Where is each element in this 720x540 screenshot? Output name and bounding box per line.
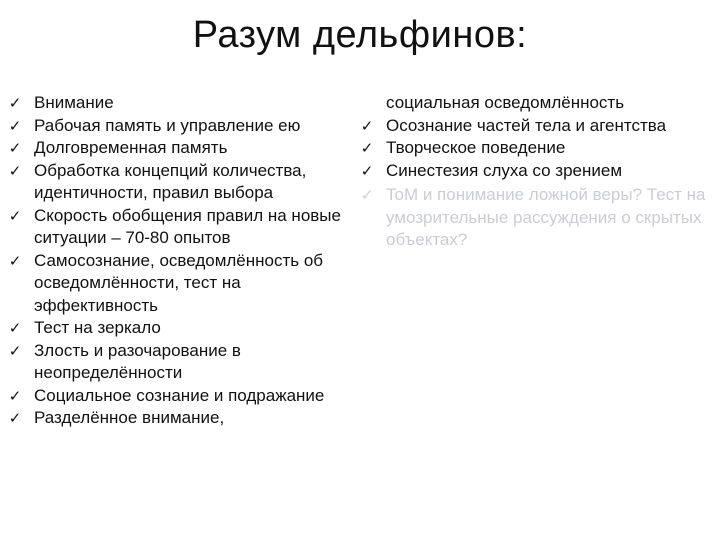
list-item-text: Разделённое внимание, — [34, 408, 225, 427]
list-item — [4, 407, 360, 430]
list-item-text: Рабочая память и управление ею — [34, 115, 301, 135]
list-item — [4, 137, 360, 160]
left-column — [4, 92, 360, 430]
list-item — [356, 115, 720, 138]
check-icon: ✓ — [360, 139, 374, 157]
list-item-text: социальная осведомлённость — [386, 93, 625, 112]
list-item-text: Тест на зеркало — [34, 318, 161, 337]
check-icon: ✓ — [8, 116, 22, 135]
list-item — [4, 115, 360, 138]
list-item — [4, 385, 360, 408]
list-item-text: Скорость обобщения правил на новые ситуации – 70-80 опытов — [34, 205, 341, 247]
list-item-text: Обработка концепций количества, идентичности, правил выбора — [34, 160, 307, 202]
check-icon: ✓ — [8, 161, 22, 180]
check-icon: ✓ — [360, 186, 374, 204]
list-item-text: Осознание частей тела и агентства — [386, 115, 667, 135]
check-icon: ✓ — [8, 139, 22, 157]
list-item-text: Творческое поведение — [386, 138, 566, 157]
slide-title: Разум дельфинов: — [192, 14, 528, 56]
list-item-text: Долговременная память — [34, 138, 228, 157]
list-item-text: Социальное сознание и подражание — [34, 385, 325, 405]
check-icon: ✓ — [8, 341, 22, 360]
list-item-text: ToM и понимание ложной веры? Тест на умозрительные рассуждения о скрытых объектах? — [386, 185, 706, 249]
list-item-text: Самосознание, осведомлённость об осведомлённости, тест на эффективность — [34, 250, 324, 315]
list-item-faded — [356, 184, 720, 252]
list-item-text: Злость и разочарование в неопределённости — [34, 340, 241, 382]
check-icon: ✓ — [8, 94, 22, 112]
list-item — [356, 137, 720, 160]
check-icon: ✓ — [360, 116, 374, 135]
check-icon: ✓ — [8, 386, 22, 405]
check-icon: ✓ — [8, 409, 22, 427]
check-icon: ✓ — [360, 161, 374, 180]
list-item — [4, 205, 360, 250]
list-item — [4, 340, 360, 385]
right-column — [356, 92, 720, 252]
list-item — [4, 250, 360, 318]
list-item — [4, 317, 360, 340]
check-icon: ✓ — [8, 251, 22, 270]
list-item — [4, 160, 360, 205]
list-item-continuation — [356, 92, 720, 115]
check-icon: ✓ — [8, 319, 22, 337]
list-item-text: Синестезия слуха со зрением — [386, 160, 623, 180]
list-item — [4, 92, 360, 115]
list-item — [356, 160, 720, 183]
list-item-text: Внимание — [34, 93, 114, 112]
check-icon: ✓ — [8, 206, 22, 225]
